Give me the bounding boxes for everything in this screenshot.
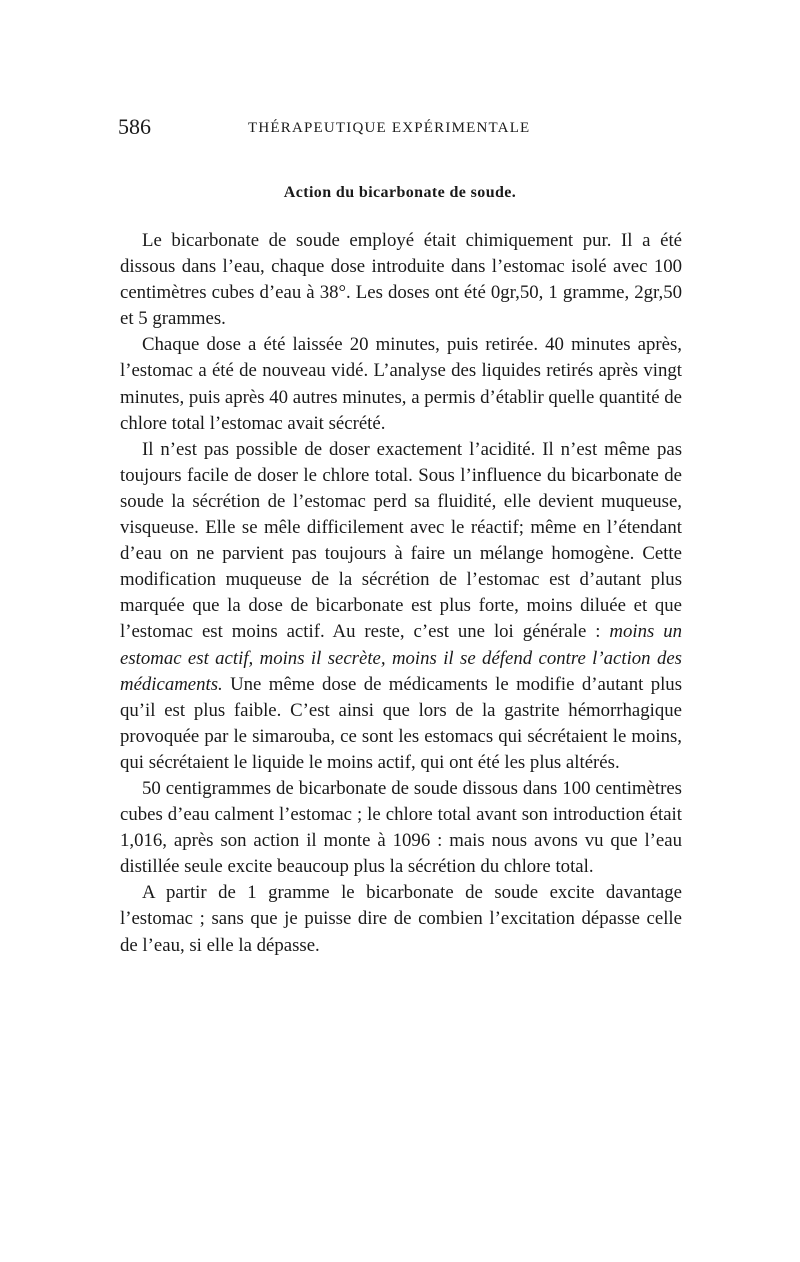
paragraph-5: A partir de 1 gramme le bicarbonate de soude excite davantage l’estomac ; sans que je puisse dire de combien l’excitation dépasse celle de l’eau, si elle la dépasse. <box>120 882 682 956</box>
paragraph-3-start: Il n’est pas possible de doser exactement l’acidité. Il n’est même pas toujours facile de doser le chlore total. Sous l’influence du bicarbonate de soude la sécrétion de l’estomac perd sa fluidité, elle devient muqueuse, visqueuse. Elle se mêle difficilement avec le réactif; même en l’étendant d’eau on ne parvient pas toujours à faire un mélange homogène. Cette modification muqueuse de la sécrétion de l’estomac est d’autant plus marquée que la dose de bicarbonate est plus forte, moins diluée et que l’estomac est moins actif. Au reste, c’est une loi générale : <box>120 438 682 643</box>
paragraph-3 <box>120 437 682 776</box>
paragraph-4: 50 centigrammes de bicarbonate de soude dissous dans 100 centimètres cubes d’eau calment l’estomac ; le chlore total avant son introduction était 1,016, après son action il monte à 1096 : mais nous avons vu que l’eau distillée seule excite beaucoup plus la sécrétion du chlore total. <box>120 777 682 878</box>
body-text <box>120 228 682 959</box>
section-title: Action du bicarbonate de soude. <box>283 184 517 201</box>
italic-law: moins un estomac est actif, moins il secrète, moins il se défend contre l’action des médicaments. <box>120 621 682 695</box>
running-head: THÉRAPEUTIQUE EXPÉRIMENTALE <box>248 120 531 136</box>
paragraph-1: Le bicarbonate de soude employé était chimiquement pur. Il a été dissous dans l’eau, chaque dose introduite dans l’estomac isolé avec 100 centimètres cubes d’eau à 38°. Les doses ont été 0gr,50, 1 gramme, 2gr,50 et 5 grammes. <box>120 230 682 330</box>
page-number: 586 <box>118 114 151 139</box>
page-header <box>118 114 682 144</box>
paragraph-2: Chaque dose a été laissée 20 minutes, puis retirée. 40 minutes après, l’estomac a été de nouveau vidé. L’analyse des liquides retirés après vingt minutes, puis après 40 autres minutes, a permis d’établir quelle quantité de chlore total l’estomac avait sécrété. <box>120 334 682 434</box>
paragraph-3-end: Une même dose de médicaments le modifie d’autant plus qu’il est plus faible. C’est ainsi que lors de la gastrite hémorrhagique provoquée par le simarouba, ce sont les estomacs qui sécrétaient le moins, qui sécrétaient le liquide le moins actif, qui ont été les plus altérés. <box>120 673 682 773</box>
